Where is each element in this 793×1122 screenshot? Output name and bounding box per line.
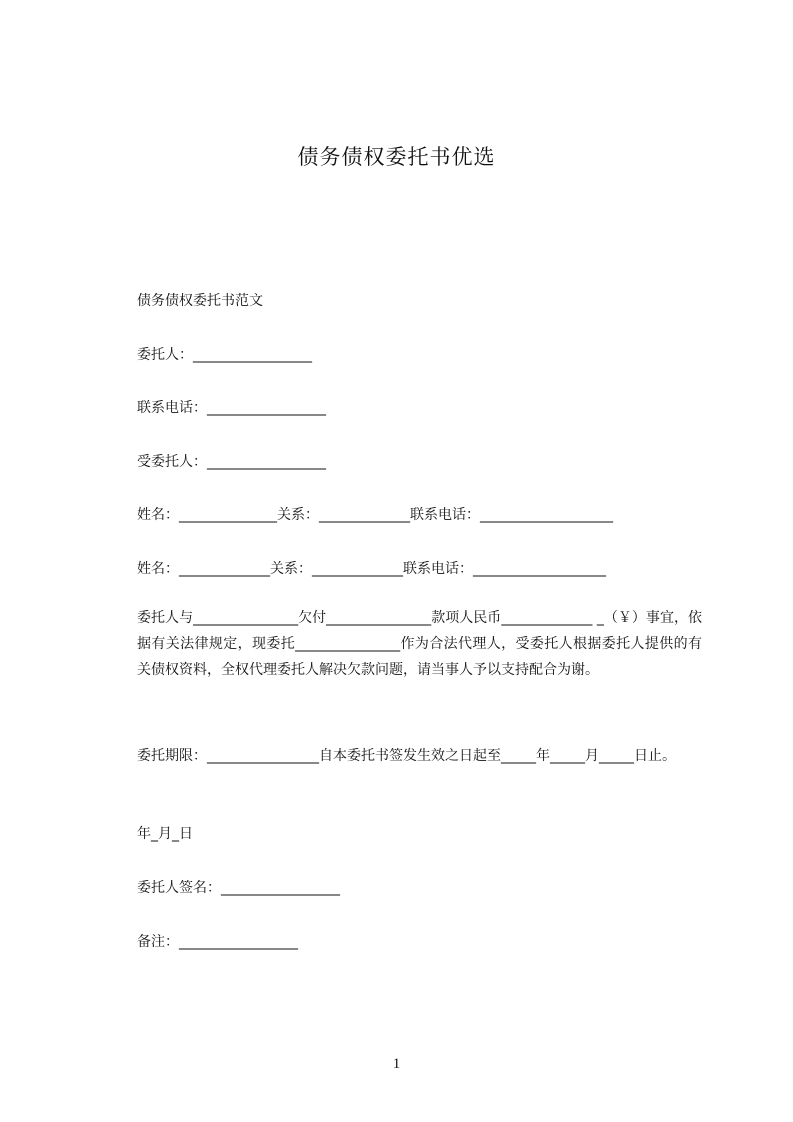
principal-line: 委托人：_________________ (137, 347, 312, 363)
page-number: 1 (392, 1056, 401, 1072)
principal-phone-line: 联系电话：_________________ (137, 400, 326, 416)
person-1-line: 姓名：______________关系：_____________联系电话：___________________ (137, 507, 613, 523)
document-subtitle: 债务债权委托书范文 (137, 293, 263, 309)
date-line: 年_月_日 (137, 826, 193, 842)
signature-line: 委托人签名：_________________ (137, 880, 340, 896)
remarks-line: 备注：_________________ (137, 934, 298, 950)
document-title: 债务债权委托书优选 (297, 145, 496, 169)
agent-line: 受委托人：_________________ (137, 454, 326, 470)
body-paragraph: 委托人与_______________欠付_______________款项人民币_____________ _（￥）事宜，依据有关法律规定，现委托_______________作为合法代理人，受委托人根据委托人提供的有关债权资料，全权代理委托人解决欠款问题，请当事人予以支持配合为谢。 (137, 610, 702, 678)
term-paragraph: 委托期限：________________自本委托书签发生效之日起至_____年_____月_____日止。 (137, 748, 676, 764)
person-2-line: 姓名：_____________关系：_____________联系电话：___________________ (137, 561, 606, 577)
